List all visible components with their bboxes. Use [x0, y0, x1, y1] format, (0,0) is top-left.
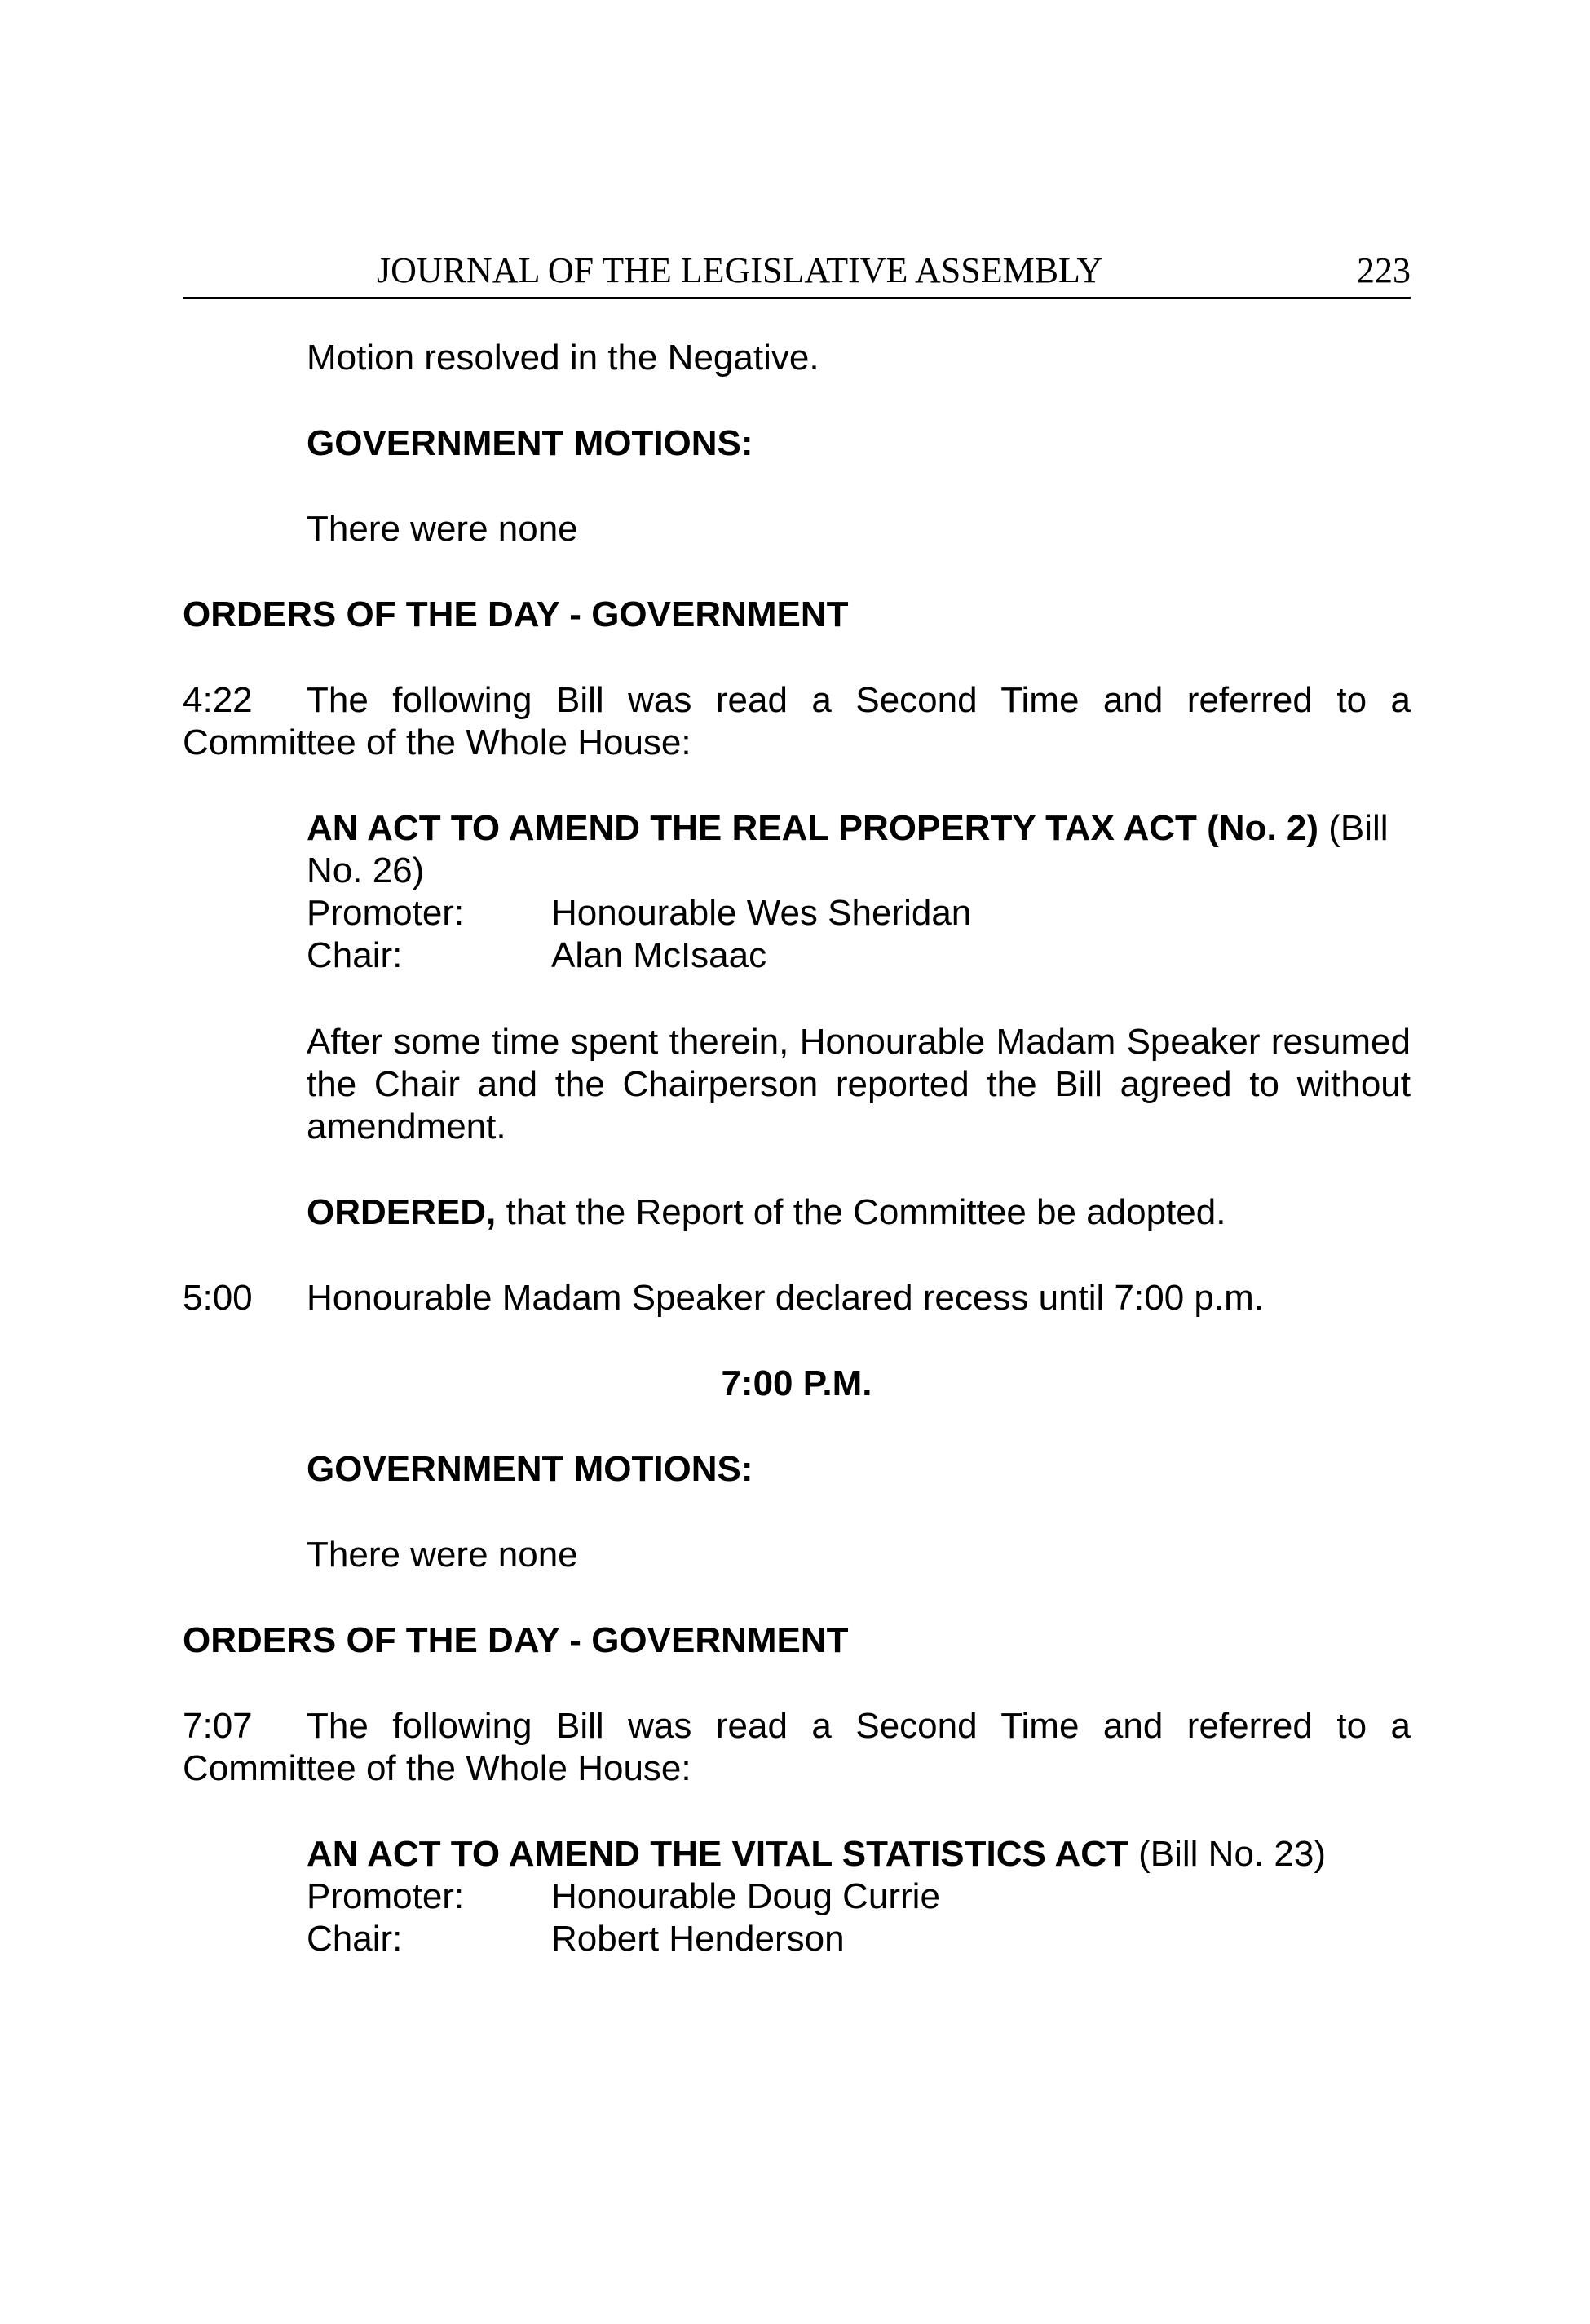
bill-promoter-row: [307, 1876, 1411, 1918]
journal-title: JOURNAL OF THE LEGISLATIVE ASSEMBLY: [377, 250, 1103, 290]
government-motions-heading-1: GOVERNMENT MOTIONS:: [307, 423, 753, 463]
recess-time: 5:00: [183, 1278, 253, 1318]
bill-title-bold: AN ACT TO AMEND THE VITAL STATISTICS ACT: [307, 1834, 1128, 1874]
committee-report-text: After some time spent therein, Honourable Madam Speaker resumed the Chair and the Chairperson reported the Bill agreed to without amendment.: [307, 1022, 1411, 1147]
orders-of-the-day-heading-2: ORDERS OF THE DAY - GOVERNMENT: [183, 1620, 849, 1660]
evening-session-heading: 7:00 P.M.: [721, 1363, 872, 1403]
page-header: [183, 245, 1411, 299]
entry-text: The following Bill was read a Second Time and referred to a Committee of the Whole House:: [183, 680, 1411, 762]
recess-text: Honourable Madam Speaker declared recess until 7:00 p.m.: [307, 1278, 1264, 1318]
page-number: 223: [1357, 250, 1411, 290]
journal-page: [183, 0, 1411, 2324]
bill-number: (Bill No. 23): [1128, 1834, 1326, 1874]
ordered-statement: [307, 1191, 1411, 1234]
chair-label: Chair:: [307, 935, 403, 975]
bill-title-bold: AN ACT TO AMEND THE REAL PROPERTY TAX ACT (No. 2): [307, 808, 1319, 848]
bill-entry-2: [307, 1833, 1411, 1960]
entry-text: The following Bill was read a Second Time and referred to a Committee of the Whole House:: [183, 1706, 1411, 1788]
chair-value: Alan McIsaac: [551, 935, 767, 975]
bill-entry-1: [307, 807, 1411, 977]
entry-time: 4:22: [183, 680, 253, 720]
promoter-value: Honourable Doug Currie: [551, 1876, 940, 1916]
bill-promoter-row: [307, 892, 1411, 934]
bill-chair-row: [307, 1918, 1411, 1960]
promoter-label: Promoter:: [307, 893, 465, 933]
chair-value: Robert Henderson: [551, 1919, 845, 1959]
bill-number: (Bill No. 26): [307, 808, 1389, 890]
promoter-value: Honourable Wes Sheridan: [551, 893, 972, 933]
government-motions-text-2: There were none: [307, 1535, 578, 1575]
ordered-text: that the Report of the Committee be adopted.: [496, 1192, 1226, 1232]
government-motions-text-1: There were none: [307, 509, 578, 549]
chair-label: Chair:: [307, 1919, 403, 1959]
orders-entry-1: [183, 679, 1411, 764]
bill-title: [307, 1833, 1411, 1876]
recess-entry: [183, 1277, 1411, 1319]
promoter-label: Promoter:: [307, 1876, 465, 1916]
bill-chair-row: [307, 934, 1411, 977]
entry-time: 7:07: [183, 1706, 253, 1746]
orders-of-the-day-heading-1: ORDERS OF THE DAY - GOVERNMENT: [183, 594, 849, 634]
motion-result: Motion resolved in the Negative.: [307, 338, 819, 378]
orders-entry-2: [183, 1705, 1411, 1790]
ordered-label: ORDERED,: [307, 1192, 497, 1232]
government-motions-heading-2: GOVERNMENT MOTIONS:: [307, 1449, 753, 1489]
bill-title: [307, 807, 1411, 892]
